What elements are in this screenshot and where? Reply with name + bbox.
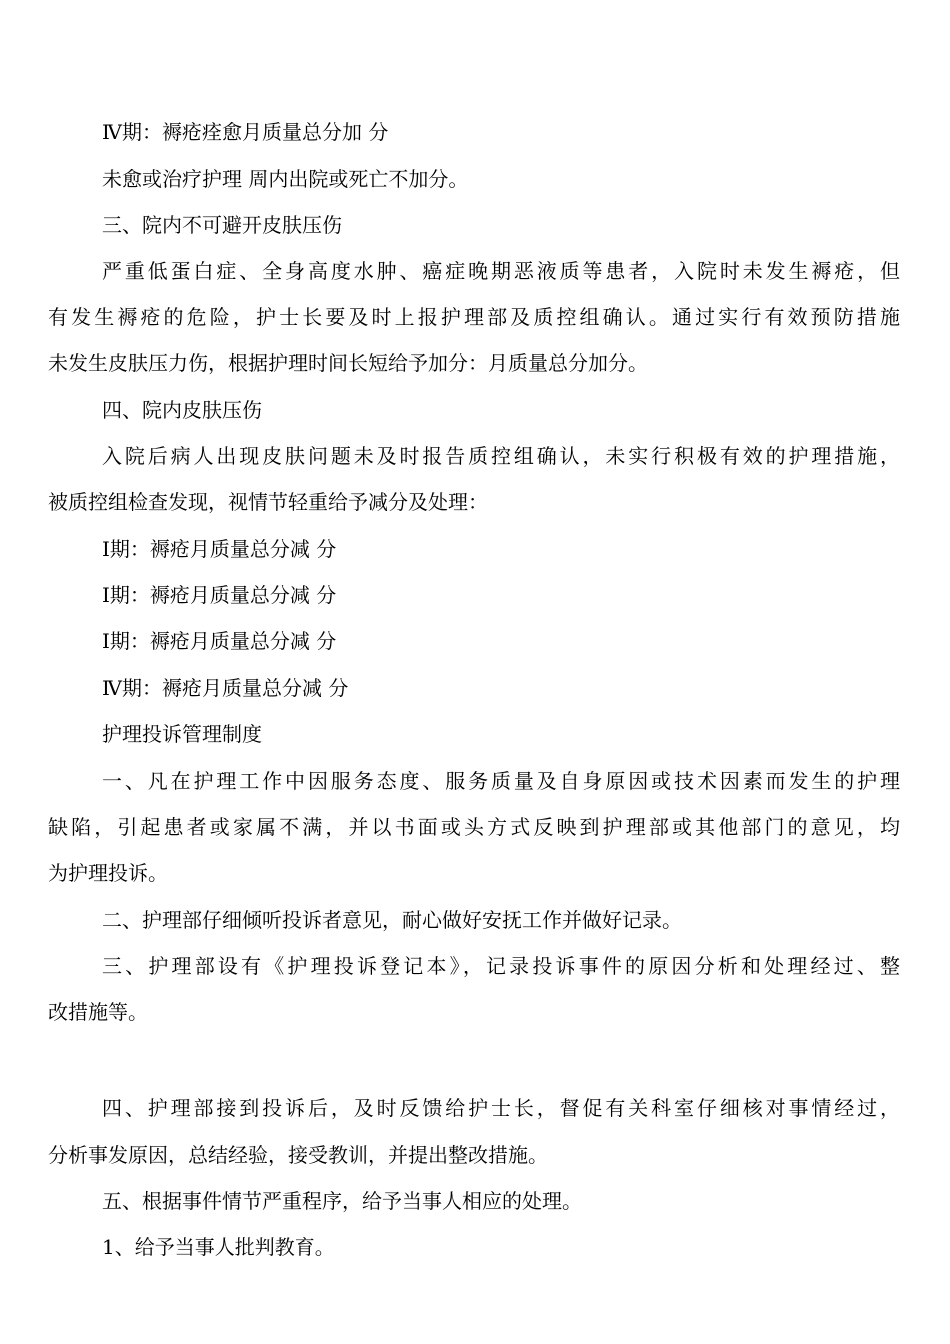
section-heading-unavoidable: 三、院内不可避开皮肤压伤 bbox=[102, 213, 342, 237]
paragraph-line: 为护理投诉。 bbox=[48, 861, 168, 885]
paragraph-line: 一、凡在护理工作中因服务态度、服务质量及自身原因或技术因素而发生的护理 bbox=[102, 769, 900, 793]
section-title-complaint-policy: 护理投诉管理制度 bbox=[102, 722, 262, 746]
stage-deduction-line: Ⅰ期：褥疮月质量总分减 分 bbox=[102, 583, 337, 607]
stage-deduction-line: Ⅰ期：褥疮月质量总分减 分 bbox=[102, 629, 337, 653]
stage-deduction-line: Ⅰ期：褥疮月质量总分减 分 bbox=[102, 537, 337, 561]
paragraph-line: 四、护理部接到投诉后，及时反馈给护士长，督促有关科室仔细核对事情经过， bbox=[102, 1096, 900, 1120]
list-item: 1、给予当事人批判教育。 bbox=[102, 1235, 335, 1259]
paragraph-line: 三、护理部设有《护理投诉登记本》，记录投诉事件的原因分析和处理经过、整 bbox=[102, 954, 900, 978]
stage-four-bonus-line: Ⅳ期：褥疮痊愈月质量总分加 分 bbox=[102, 120, 389, 144]
no-bonus-line: 未愈或治疗护理 周内出院或死亡不加分。 bbox=[102, 167, 469, 191]
section-heading-pressure-injury: 四、院内皮肤压伤 bbox=[102, 398, 262, 422]
paragraph-line: 未发生皮肤压力伤，根据护理时间长短给予加分：月质量总分加分。 bbox=[48, 351, 648, 375]
paragraph-line: 入院后病人出现皮肤问题未及时报告质控组确认，未实行积极有效的护理措施， bbox=[102, 444, 900, 468]
stage-deduction-line: Ⅳ期：褥疮月质量总分减 分 bbox=[102, 676, 349, 700]
paragraph-line: 有发生褥疮的危险，护士长要及时上报护理部及质控组确认。通过实行有效预防措施 bbox=[48, 305, 900, 329]
paragraph-line: 分析事发原因，总结经验，接受教训，并提出整改措施。 bbox=[48, 1143, 548, 1167]
paragraph-line: 五、根据事件情节严重程序，给予当事人相应的处理。 bbox=[102, 1189, 582, 1213]
paragraph-line: 改措施等。 bbox=[48, 1000, 148, 1024]
paragraph-line: 严重低蛋白症、全身高度水肿、癌症晚期恶液质等患者，入院时未发生褥疮，但 bbox=[102, 259, 900, 283]
paragraph-line: 被质控组检查发现，视情节轻重给予减分及处理： bbox=[48, 490, 488, 514]
paragraph-line: 二、护理部仔细倾听投诉者意见，耐心做好安抚工作并做好记录。 bbox=[102, 908, 682, 932]
paragraph-line: 缺陷，引起患者或家属不满，并以书面或头方式反映到护理部或其他部门的意见，均 bbox=[48, 815, 900, 839]
